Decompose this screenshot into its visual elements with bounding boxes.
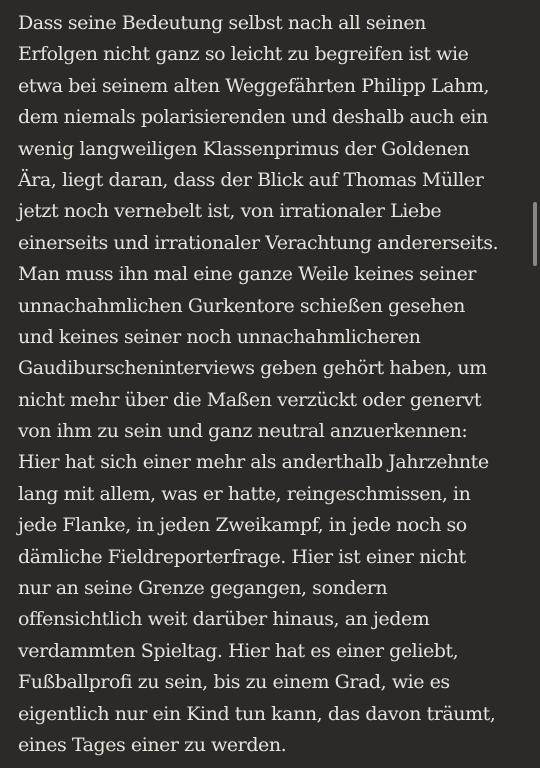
paragraph-line: jetzt noch vernebelt ist, von irrationaler Liebe: [18, 200, 442, 223]
article-paragraph: [18, 8, 528, 761]
scrollbar-thumb[interactable]: [533, 202, 537, 266]
paragraph-line: von ihm zu sein und ganz neutral anzuerkennen:: [18, 420, 468, 443]
paragraph-line: Man muss ihn mal eine ganze Weile keines seiner: [18, 263, 477, 286]
paragraph-line: etwa bei seinem alten Weggefährten Philipp Lahm,: [18, 74, 490, 97]
paragraph-line: Hier hat sich einer mehr als anderthalb Jahrzehnte: [18, 451, 489, 474]
paragraph-line: dämliche Fieldreporterfrage. Hier ist einer nicht: [18, 545, 466, 568]
paragraph-line: einerseits und irrationaler Verachtung andererseits.: [18, 231, 499, 254]
paragraph-line: eigentlich nur ein Kind tun kann, das davon träumt,: [18, 702, 496, 725]
paragraph-line: verdammten Spieltag. Hier hat es einer geliebt,: [18, 639, 459, 662]
paragraph-line: jede Flanke, in jeden Zweikampf, in jede noch so: [18, 514, 467, 537]
paragraph-line: und keines seiner noch unnachahmlicheren: [18, 325, 421, 348]
paragraph-line: Erfolgen nicht ganz so leicht zu begreifen ist wie: [18, 43, 469, 66]
paragraph-line: eines Tages einer zu werden.: [18, 733, 287, 756]
paragraph-line: Ära, liegt daran, dass der Blick auf Thomas Müller: [18, 168, 484, 191]
paragraph-line: wenig langweiligen Klassenprimus der Goldenen: [18, 137, 470, 160]
paragraph-line: nur an seine Grenze gegangen, sondern: [18, 577, 388, 600]
paragraph-line: Gaudiburscheninterviews geben gehört haben, um: [18, 357, 487, 380]
paragraph-line: Fußballprofi zu sein, bis zu einem Grad, wie es: [18, 671, 450, 694]
paragraph-line: dem niemals polarisierenden und deshalb auch ein: [18, 106, 488, 129]
paragraph-line: lang mit allem, was er hatte, reingeschmissen, in: [18, 482, 471, 505]
paragraph-line: unnachahmlichen Gurkentore schießen gesehen: [18, 294, 465, 317]
paragraph-line: Dass seine Bedeutung selbst nach all seinen: [18, 12, 426, 34]
paragraph-line: offensichtlich weit darüber hinaus, an jedem: [18, 608, 430, 631]
paragraph-line: nicht mehr über die Maßen verzückt oder genervt: [18, 388, 482, 411]
